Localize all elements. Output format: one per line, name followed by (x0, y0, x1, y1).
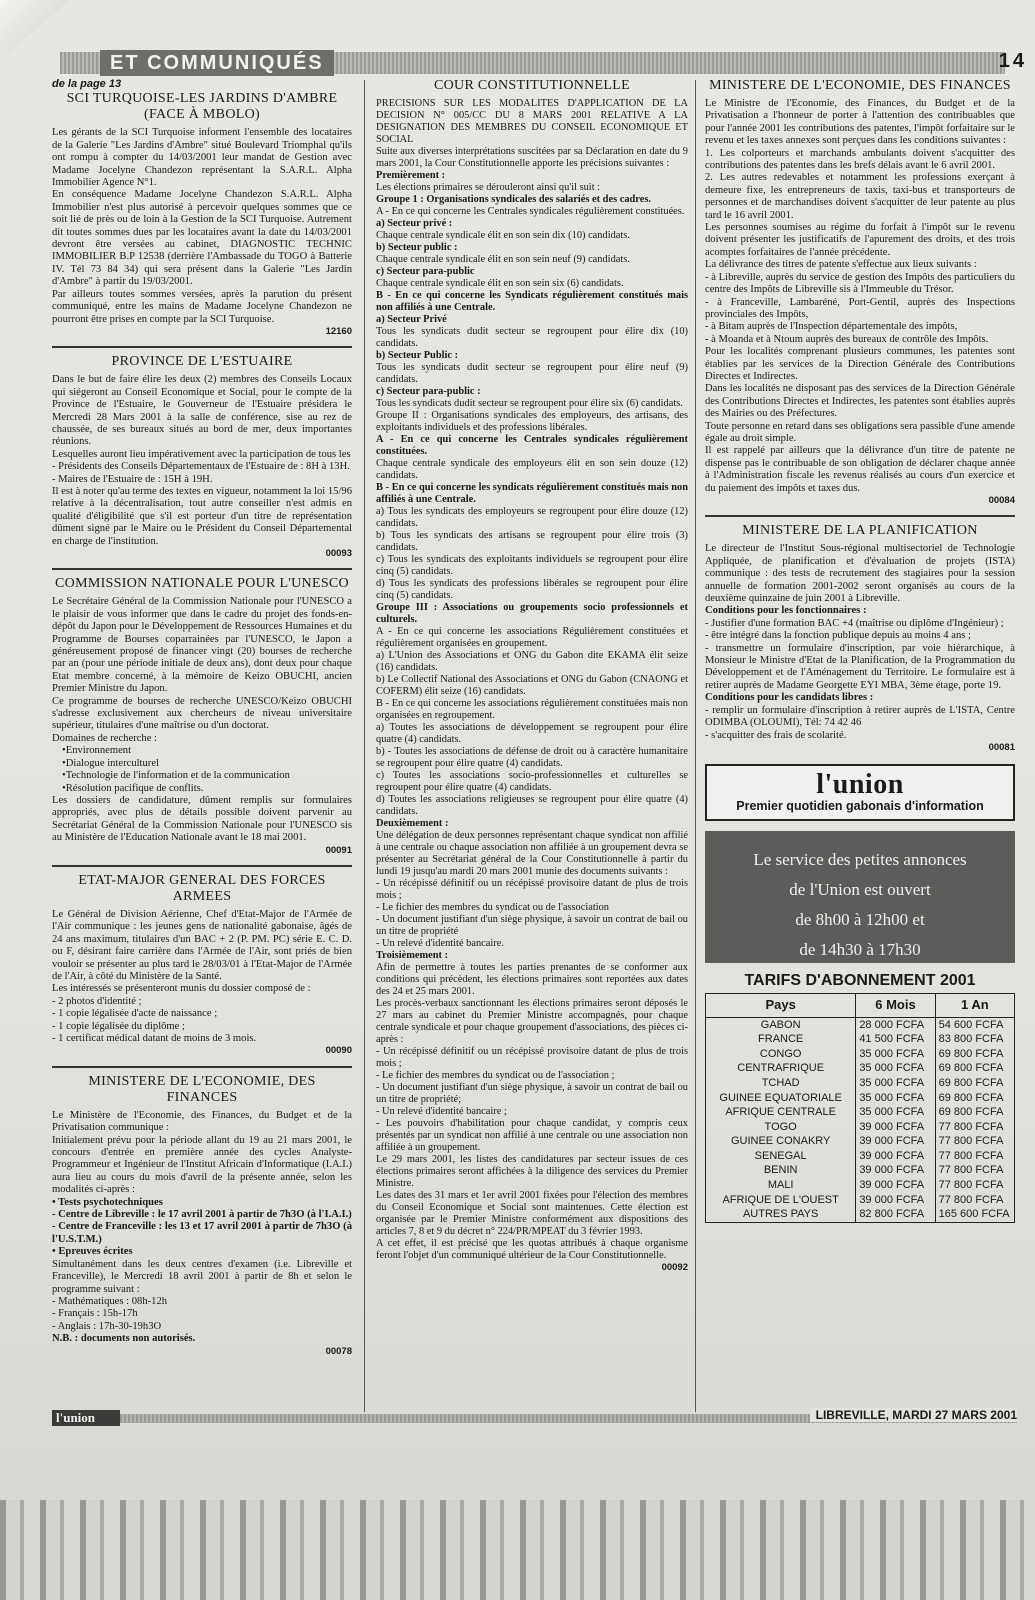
paragraph: Les procès-verbaux sanctionnant les élections primaires seront déposés le 27 mars au cabinet du Premier Ministre accompagnés, pour chaque centrale syndicale et pour chaque groupement d'associations, des pièces ci-après : (376, 998, 688, 1045)
article-sci-turquoise (52, 91, 352, 338)
paragraph: Le Ministère de l'Economie, des Finances, du Budget et de la Privatisation communique : (52, 1109, 352, 1134)
table-row (706, 1091, 1015, 1106)
reference-number: 00093 (325, 548, 352, 559)
article-title: ETAT-MAJOR GENERAL DES FORCES ARMEES (78, 872, 326, 904)
list-item: - 2 photos d'identité ; (52, 995, 142, 1007)
paragraph: Simultanément dans les deux centres d'examen (i.e. Libreville et Franceville), le Mercredi 18 avril 2001 à partir de 8h et selon le programme suivant : (52, 1258, 352, 1295)
subheading: c) Secteur para-public : (376, 386, 481, 397)
column-3 (705, 78, 1015, 1223)
column-1 (52, 78, 352, 1358)
paragraph: Les intéressés se présenteront munis du dossier composé de : (52, 983, 311, 995)
divider (52, 865, 352, 867)
list-item: a) Tous les syndicats des employeurs se regroupent pour élire douze (12) candidats. (376, 506, 688, 529)
table-row (706, 1193, 1015, 1208)
article-estuaire (52, 354, 352, 560)
table-cell: 165 600 FCFA (935, 1207, 1014, 1222)
paragraph: Il est à noter qu'au terme des textes en vigueur, notamment la loi 15/96 relative à la décentralisation, tout autre conseiller n'est admis en qualité d'éligibilité que s'il est porteur d'un titre de représentation dûment signé par le Maire ou le Président du Conseil Départemental en charge de l'institution. (52, 485, 352, 547)
paragraph: Par ailleurs toutes sommes versées, après la parution du présent communiqué, entre les mains de Madame Jocelyne Chandezon ne pourront être prises en compte par la SCI Turquoise. (52, 288, 352, 325)
list-item: • Dialogue interculturel (62, 758, 352, 770)
table-cell: AUTRES PAYS (706, 1207, 856, 1222)
article-title: COUR CONSTITUTIONNELLE (434, 78, 630, 93)
tarifs-title: TARIFS D'ABONNEMENT 2001 (744, 971, 976, 989)
table-cell: SENEGAL (706, 1149, 856, 1164)
paragraph: Le Général de Division Aérienne, Chef d'Etat-Major de l'Armée de l'Air communique : les jeunes gens de nationalité gabonaise, âgés de 24 ans maximum, titulaires d'un BAC + 2 (P. PM. PC) série E. C. D. ou F, désirant faire carrière dans l'Armée de l'Air, sont priés de bien vouloir se présenter au plus tard le 28/03/01 à l'Etat-Major de l'Armée de l'Air, à côté du Ministère de la Santé. (52, 908, 352, 982)
list-item: - Un récépissé définitif ou un récépissé provisoire datant de plus de trois mois ; (376, 1046, 688, 1069)
reference-number: 00081 (988, 741, 1015, 753)
table-row (706, 1017, 1015, 1032)
list-item: c) Tous les syndicats des exploitants individuels se regroupent pour élire cinq (5) candidats. (376, 554, 688, 577)
paragraph: Tous les syndicats dudit secteur se regroupent pour élire neuf (9) candidats. (376, 362, 688, 385)
title-line: (FACE À MBOLO) (144, 107, 260, 123)
table-cell: GABON (706, 1017, 856, 1032)
section-title: ET COMMUNIQUÉS (100, 50, 334, 76)
table-cell: 35 000 FCFA (856, 1061, 935, 1076)
list-item: b) - Toutes les associations de défense de droit ou à caractère humanitaire se regroupent pour élire quatre (4) candidats. (376, 746, 688, 769)
paragraph: Chaque centrale syndicale élit en son sein dix (10) candidats. (376, 230, 630, 241)
reference-number: 00078 (325, 1345, 352, 1357)
list-item: - à Bitam auprès de l'Inspection départementale des impôts, (705, 321, 958, 333)
list-item: - Un document justifiant d'un siège physique, à savoir un contrat de bail ou un titre de propriété; (376, 1082, 688, 1105)
paragraph: Toute personne en retard dans ses obligations sera passible d'une amende égale au droit simple. (705, 420, 1015, 444)
table-cell: 69 800 FCFA (935, 1061, 1014, 1076)
table-row (706, 1076, 1015, 1091)
union-tagline: Premier quotidien gabonais d'information (736, 799, 984, 814)
list-item: - à Libreville, auprès du service de gestion des Impôts des particuliers du centre des Impôts de Libreville sis à l'Immeuble du Trésor. (705, 271, 1015, 296)
column-2 (376, 78, 688, 1274)
table-cell: 77 800 FCFA (935, 1149, 1014, 1164)
paragraph: PRECISIONS SUR LES MODALITES D'APPLICATION DE LA DECISION N° 005/CC DU 8 MARS 2001 RELATIVE A LA DESIGNATION DES MEMBRES DU CONSEIL ECONOMIQUE ET SOCIAL (376, 98, 688, 145)
domains-list (52, 745, 352, 795)
table-cell: 69 800 FCFA (935, 1076, 1014, 1091)
table-cell: 69 800 FCFA (935, 1091, 1014, 1106)
paragraph: A - En ce qui concerne les Centrales syndicales régulièrement constituées. (376, 206, 685, 217)
subheading: Conditions pour les fonctionnaires : (705, 605, 867, 617)
list-item: - Maires de l'Estuaire de : 15H à 19H. (52, 473, 213, 485)
scan-margin (0, 1500, 1035, 1600)
table-cell: BENIN (706, 1163, 856, 1178)
table-cell: TOGO (706, 1120, 856, 1135)
list-item: a) Toutes les associations de développement se regroupent pour élire quatre (4) candidats. (376, 722, 688, 745)
subheading: Deuxièmement : (376, 818, 449, 829)
subheading: Premièrement : (376, 170, 446, 181)
subheading: A - En ce qui concerne les Centrales syndicales régulièrement constituées. (376, 434, 688, 457)
table-cell: 39 000 FCFA (856, 1149, 935, 1164)
list-item: - Présidents des Conseils Départementaux de l'Estuaire de : 8H à 13H. (52, 461, 350, 473)
union-advert (705, 764, 1015, 820)
table-cell: 77 800 FCFA (935, 1163, 1014, 1178)
table-cell: AFRIQUE DE L'OUEST (706, 1193, 856, 1208)
note: N.B. : documents non autorisés. (52, 1333, 196, 1345)
table-cell: 39 000 FCFA (856, 1134, 935, 1149)
list-item: d) Toutes les associations religieuses se regroupent pour élire quatre (4) candidats. (376, 794, 688, 817)
table-cell: 77 800 FCFA (935, 1134, 1014, 1149)
paragraph: Chaque centrale syndicale élit en son sein neuf (9) candidats. (376, 254, 630, 265)
article-ministere-iai (52, 1074, 352, 1358)
paragraph: B - En ce qui concerne les associations régulièrement constituées mais non organisées en regroupement. (376, 698, 688, 721)
list-item: - à Franceville, Lambaréné, Port-Gentil, auprès des Inspections provinciales des Impôts, (705, 296, 1015, 320)
list-item: - Centre de Franceville : les 13 et 17 avril 2001 à partir de 7h3O (à l'U.S.T.M.) (52, 1221, 352, 1245)
paragraph: Les dates des 31 mars et 1er avril 2001 fixées pour l'élection des membres du Conseil Economique et Social sont maintenues. Cette élection est organisée par le Premier Ministre conformément aux dispositions des articles 7, 8 et 9 du décret n° 224/PR/MPEAT du 3 février 1993. (376, 1190, 688, 1237)
paragraph: Les élections primaires se dérouleront ainsi qu'il suit : (376, 182, 601, 193)
table-cell: MALI (706, 1178, 856, 1193)
list-item: - Un récépissé définitif ou un récépissé provisoire datant de plus de trois mois ; (376, 878, 688, 901)
paragraph: Le directeur de l'Institut Sous-régional multisectoriel de Technologie Appliquée, de planification et d'évaluation de projets (ISTA) communique : des tests de recrutement des stagiaires pour la session annuelle de formation 2001-2002 seront organisés au cours de la deuxième quinzaine de juin 2001 à Libreville. (705, 543, 1015, 605)
continued-note: de la page 13 (52, 78, 122, 90)
list-item: - Les pouvoirs d'habilitation pour chaque candidat, y compris ceux présentés par un syndicat non affilié à une centrale ou une association non affiliée à un groupement. (376, 1118, 688, 1153)
page-number: 14 (998, 50, 1027, 72)
table-row (706, 1047, 1015, 1062)
divider (52, 568, 352, 570)
table-cell: 77 800 FCFA (935, 1120, 1014, 1135)
table-cell: TCHAD (706, 1076, 856, 1091)
subheading: a) Secteur privé : (376, 218, 453, 229)
paragraph: Le Ministre de l'Economie, des Finances, du Budget et de la Privatisation a l'honneur de porter à l'attention des contribuables que pour l'année 2001 les contributions des patentes, l'impôt forfaitaire sur le revenu et les taxes annexes sont perçues dans les conditions suivantes : (705, 98, 1015, 147)
table-row (706, 1178, 1015, 1193)
list-item: - remplir un formulaire d'inscription à retirer auprès de L'ISTA, Centre ODIMBA (OLOUMI), Tél: 74 42 46 (705, 704, 1015, 729)
list-item: • Technologie de l'information et de la communication (62, 770, 352, 782)
divider (705, 515, 1015, 517)
list-item: - Le fichier des membres du syndicat ou de l'association ; (376, 1070, 615, 1081)
table-cell: 39 000 FCFA (856, 1178, 935, 1193)
list-item: - Le fichier des membres du syndicat ou de l'association (376, 902, 609, 913)
paragraph: La délivrance des titres de patente s'effectue aux lieux suivants : (705, 259, 977, 271)
list-item: - 1 certificat médical datant de moins de 3 mois. (52, 1033, 257, 1044)
list-item: - Justifier d'une formation BAC +4 (maîtrise ou diplôme d'Ingénieur) ; (705, 617, 1004, 629)
list-item: - Français : 15h-17h (52, 1308, 138, 1320)
subheading: Groupe 1 : Organisations syndicales des salariés et des cadres. (376, 194, 651, 205)
reference-number: 00091 (325, 844, 352, 856)
table-row (706, 1163, 1015, 1178)
list-item: - Centre de Libreville : le 17 avril 2001 à partir de 7h3O (à l'I.A.I.) (52, 1209, 352, 1221)
paragraph: Afin de permettre à toutes les parties prenantes de se conformer aux conditions qui précèdent, les élections primaires sont reportées aux dates des 24 et 25 mars 2001. (376, 962, 688, 997)
list-item: - être intégré dans la fonction publique depuis au moins 4 ans ; (705, 630, 971, 642)
list-item: • Environnement (62, 745, 352, 757)
table-row (706, 1120, 1015, 1135)
column-header: 1 An (935, 994, 1014, 1017)
paragraph: A - En ce qui concerne les associations Régulièrement constituées et régulièrement organisées en groupement. (376, 626, 688, 649)
column-rule (364, 80, 365, 1412)
subheading: • Epreuves écrites (52, 1246, 133, 1258)
paragraph: 1. Les colporteurs et marchands ambulants doivent s'acquitter des contributions des patentes dans les brefs délais avant le 6 avril 2001. (705, 147, 1015, 172)
article-unesco (52, 576, 352, 857)
paragraph: Les personnes soumises au régime du forfait à l'impôt sur le revenu doivent présenter les justificatifs de l'apurement des droits, et des trois acomptes forfaitaires de l'année précédente. (705, 222, 1015, 258)
table-cell: 41 500 FCFA (856, 1032, 935, 1047)
article-etat-major (52, 873, 352, 1058)
paragraph: Domaines de recherche : (52, 732, 158, 744)
table-cell: 83 800 FCFA (935, 1032, 1014, 1047)
subheading: c) Secteur para-public (376, 266, 475, 277)
list-item: - 1 copie légalisée du diplôme ; (52, 1020, 185, 1032)
table-row (706, 1105, 1015, 1120)
list-item: - s'acquitter des frais de scolarité. (705, 729, 847, 741)
notice-line: de 8h00 à 12h00 et (795, 909, 925, 929)
reference-number: 00084 (988, 495, 1015, 506)
list-item: - Un relevé d'identité bancaire ; (376, 1106, 507, 1117)
list-item: - Un relevé d'identité bancaire. (376, 938, 504, 949)
table-cell: 28 000 FCFA (856, 1017, 935, 1032)
paragraph: Les dossiers de candidature, dûment remplis sur formulaires appropriés, avec plus de détails possible doivent parvenir au Secrétariat Général de la Commission Nationale pour l'UNESCO sis au Ministère de l'Education Nationale avant le 18 mai 2001. (52, 794, 352, 844)
paragraph: 2. Les autres redevables et notamment les professions exerçant à demeure fixe, les entrepreneurs de taxis, taxi-bus et transporteurs de personnes et de marchandises doivent s'acquitter de leur patente au plus tard le 16 avril 2001. (705, 172, 1015, 221)
table-cell: CENTRAFRIQUE (706, 1061, 856, 1076)
subheading: a) Secteur Privé (376, 314, 447, 325)
paragraph: Tous les syndicats dudit secteur se regroupent pour élire dix (10) candidats. (376, 326, 688, 349)
table-cell: 77 800 FCFA (935, 1178, 1014, 1193)
paragraph: Chaque centrale syndicale élit en son sein six (6) candidats. (376, 278, 624, 289)
paragraph: Suite aux diverses interprétations suscitées par sa Déclaration en date du 9 mars 2001, la Cour Constitutionnelle apporte les précisions suivantes : (376, 146, 688, 169)
paragraph: Groupe II : Organisations syndicales des employeurs, des artisans, des exploitants individuels et des professions libérales. (376, 410, 688, 433)
article-cour-constitutionnelle (376, 78, 688, 1274)
table-cell: 35 000 FCFA (856, 1076, 935, 1091)
article-ministere-patentes (705, 78, 1015, 507)
article-title: MINISTERE DE L'ECONOMIE, DES FINANCES (709, 78, 1011, 93)
title-line: SCI TURQUOISE-LES JARDINS D'AMBRE (66, 91, 338, 107)
notice-line: Le service des petites annonces (753, 849, 967, 869)
paragraph: Les gérants de la SCI Turquoise informent l'ensemble des locataires de la Galerie "Les Jardins d'Ambre" situé Boulevard Triomphal qu'ils ont rompu à compter du 14/03/2001 leur mandat de Gestion avec Madame Jocelyne Chandezon représentant la S.A.R.L. Alpha Immobilier Agence N°1. (52, 127, 352, 189)
reference-number: 00090 (325, 1045, 352, 1057)
paragraph: Une délégation de deux personnes représentant chaque syndicat non affilié à une centrale ou chaque association non affiliée à un groupement devra se présenter au Secrétariat général de la Cour Constitutionnelle à partir du lundi 19 jusqu'au mardi 20 mars 2001 munie des documents suivants : (376, 830, 688, 877)
footer-dateline: LIBREVILLE, MARDI 27 MARS 2001 (810, 1408, 1017, 1422)
article-title: COMMISSION NATIONALE POUR L'UNESCO (55, 576, 349, 592)
subheading: Groupe III : Associations ou groupements socio professionnels et culturels. (376, 602, 688, 625)
table-cell: FRANCE (706, 1032, 856, 1047)
subheading: B - En ce qui concerne les Syndicats régulièrement constitués mais non affiliés à une Centrale. (376, 290, 688, 313)
subheading: B - En ce qui concerne les syndicats régulièrement constitués mais non affiliés à une Centrale. (376, 482, 688, 505)
table-row (706, 1134, 1015, 1149)
paragraph: Dans les localités ne disposant pas des services de la Direction Générale des Contributions Directes et Indirectes, les patentes sont établies auprès des Mairies ou des Préfectures. (705, 383, 1015, 420)
paragraph: En conséquence Madame Jocelyne Chandezon S.A.R.L. Alpha Immobilier n'est plus autorisé à percevoir quelques sommes que ce soit lié de près ou de loin à la Gestion de la SCI Turquoise. Autrement dit toutes sommes dues par les locataires avant la date du 14/03/2001 devront être versées au cabinet, DIAGNOSTIC TECHNIC IMMOBILIER B.P 12538 (derrière l'Ambassade du TOGO à Batterie IV. Tél 73 84 34) qui sera présent dans la Galerie "Les Jardin d'Ambre" à partir du 19/03/2001. (52, 189, 352, 288)
table-cell: 35 000 FCFA (856, 1047, 935, 1062)
notice-line: de 14h30 à 17h30 (799, 939, 921, 959)
paragraph: Le Secrétaire Général de la Commission Nationale pour l'UNESCO a le plaisir de vous informer que dans le cadre du projet des fonds-en-dépôt du Japon pour le Développement de Ressources Humaines et du Programme de Bourses coparrainées par l'UNESCO, le Japon a généreusement proposé de financer vingt (20) bourses de recherche par an (pour une période initiale de deux ans), dont deux pour chaque Etat membre concerné, à la mémoire de Keizo OBUCHI, ancien Premier Ministre du Japon. (52, 596, 352, 695)
paragraph: Ce programme de bourses de recherche UNESCO/Keizo OBUCHI s'adresse exclusivement aux chercheurs de niveau universitaire supérieur, titulaires d'une maîtrise ou d'un doctorat. (52, 695, 352, 732)
list-item: d) Tous les syndicats des professions libérales se regroupent pour élire cinq (5) candidats. (376, 578, 688, 601)
footer-logo: l'union (52, 1410, 120, 1426)
table-cell: GUINEE EQUATORIALE (706, 1091, 856, 1106)
union-logo: l'union (816, 769, 904, 801)
article-title: MINISTERE DE LA PLANIFICATION (742, 523, 978, 539)
table-cell: AFRIQUE CENTRALE (706, 1105, 856, 1120)
list-item: b) Le Collectif National des Associations et ONG du Gabon (CNAONG et COFERM) élit seize (16) candidats. (376, 674, 688, 697)
list-item: • Résolution pacifique de conflits. (62, 783, 352, 795)
table-cell: 54 600 FCFA (935, 1017, 1014, 1032)
article-title (52, 91, 352, 123)
list-item: a) L'Union des Associations et ONG du Gabon dite EKAMA élit seize (16) candidats. (376, 650, 688, 673)
reference-number: 12160 (325, 325, 352, 337)
reference-number: 00092 (661, 1262, 688, 1273)
list-item: - Mathématiques : 08h-12h (52, 1295, 168, 1307)
table-cell: 39 000 FCFA (856, 1163, 935, 1178)
folded-corner (0, 0, 70, 60)
classifieds-notice (705, 831, 1015, 963)
paragraph: Tous les syndicats dudit secteur se regroupent pour élire six (6) candidats. (376, 398, 683, 409)
divider (52, 346, 352, 348)
table-cell: CONGO (706, 1047, 856, 1062)
table-header-row (706, 994, 1015, 1017)
subheading: b) Secteur Public : (376, 350, 459, 361)
column-header: 6 Mois (856, 994, 935, 1017)
table-cell: 69 800 FCFA (935, 1047, 1014, 1062)
column-rule (695, 80, 696, 1412)
table-cell: 39 000 FCFA (856, 1120, 935, 1135)
column-header: Pays (706, 994, 856, 1017)
article-title: PROVINCE DE L'ESTUAIRE (111, 354, 293, 370)
paragraph: A cet effet, il est précisé que les quotas attribués à chaque organisme feront l'objet d'un communiqué ultérieur de la Cour Constitutionnelle. (376, 1238, 688, 1261)
table-cell: 69 800 FCFA (935, 1105, 1014, 1120)
paragraph: Chaque centrale syndicale des employeurs élit en son sein douze (12) candidats. (376, 458, 688, 481)
divider (52, 1066, 352, 1068)
article-title: MINISTERE DE L'ECONOMIE, DES FINANCES (88, 1073, 316, 1105)
paragraph: Le 29 mars 2001, les listes des candidatures par secteur issues de ces élections primaires seront affichées à la diligence des services du Premier Ministre. (376, 1154, 688, 1189)
list-item: - transmettre un formulaire d'inscription, par voie hiérarchique, à Monsieur le Ministre d'Etat de la Planification, de la Programmation du Développement et de l'Aménagement du Territoire. Le formulaire est à retirer auprès de Madame Georgette EYI MBA, 3ème étage, porte 19. (705, 642, 1015, 691)
list-item: - Un document justifiant d'un siège physique, à savoir un contrat de bail ou un titre de propriété (376, 914, 688, 937)
tarifs-table (705, 993, 1015, 1223)
paragraph: Dans le but de faire élire les deux (2) membres des Conseils Locaux qui siégeront au Conseil Economique et Social, pour le compte de la Province de l'Estuaire, le Gouverneur de l'Estuaire présidera le Mercredi 28 Mars 2001 à la salle de conférence, sise au rez de chaussée, de ses bureaux situés au bord de mer, deux importantes réunions. (52, 374, 352, 448)
list-item: - à Moanda et à Ntoum auprès des bureaux de contrôle des Impôts. (705, 333, 989, 345)
subheading: b) Secteur public : (376, 242, 458, 253)
notice-line: de l'Union est ouvert (789, 879, 931, 899)
paragraph: Lesquelles auront lieu impérativement avec la participation de tous les (52, 448, 351, 460)
article-planification (705, 523, 1015, 754)
paragraph: Pour les localités comprenant plusieurs communes, les patentes sont établies par les services de la Direction Générale des Contributions Directes et Indirectes. (705, 346, 1015, 382)
table-cell: 35 000 FCFA (856, 1105, 935, 1120)
table-cell: 82 800 FCFA (856, 1207, 935, 1222)
table-cell: GUINEE CONAKRY (706, 1134, 856, 1149)
table-row (706, 1032, 1015, 1047)
subheading: Troisièmement : (376, 950, 449, 961)
paragraph: Il est rappelé par ailleurs que la délivrance d'un titre de patente ne dispense pas le contribuable de son obligation de déclarer chaque année à l'Administration fiscale les revenus réalisés au cours d'un exercice et du paiement des impôts et taxes dus. (705, 445, 1015, 494)
table-row (706, 1207, 1015, 1222)
list-item: b) Tous les syndicats des artisans se regroupent pour élire trois (3) candidats. (376, 530, 688, 553)
table-cell: 77 800 FCFA (935, 1193, 1014, 1208)
subheading: Conditions pour les candidats libres : (705, 692, 874, 704)
table-row (706, 1061, 1015, 1076)
subheading: • Tests psychotechniques (52, 1196, 163, 1208)
table-cell: 39 000 FCFA (856, 1193, 935, 1208)
list-item: - 1 copie légalisée d'acte de naissance ; (52, 1008, 218, 1020)
list-item: - Anglais : 17h-30-19h3O (52, 1320, 162, 1332)
paragraph: Initialement prévu pour la période allant du 19 au 21 mars 2001, le concours d'entrée en première année des cycles Analyste-Programmeur et Ingénieur de l'Institut Africain d'Informatique (I.A.I.) aura lieu au cours du mois d'avril de la présente année, selon les modalités ci-après : (52, 1134, 352, 1196)
list-item: c) Toutes les associations socio-professionnelles et culturelles se regroupent pour élire quatre (4) candidats. (376, 770, 688, 793)
table-row (706, 1149, 1015, 1164)
table-cell: 35 000 FCFA (856, 1091, 935, 1106)
